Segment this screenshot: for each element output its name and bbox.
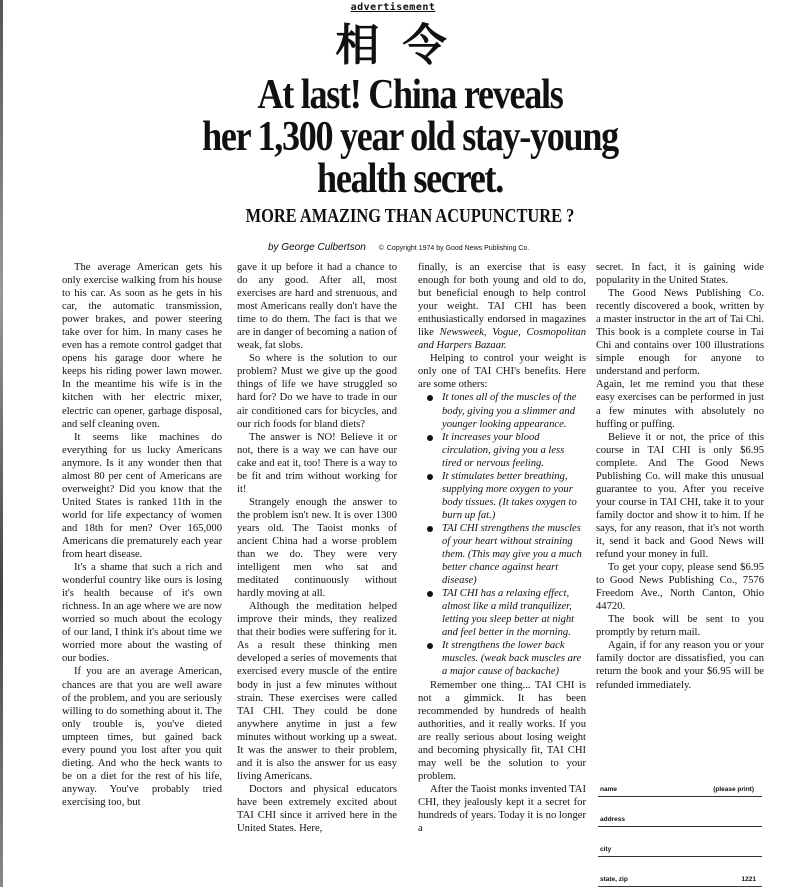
bullet-icon	[427, 643, 433, 649]
paragraph: Helping to control your weight is only one of TAI CHI's benefits. Here are some others:	[418, 353, 586, 391]
benefit-text: It tones all of the muscles of the body, giving you a slimmer and younger looking appearance.	[442, 392, 577, 430]
headline	[152, 74, 668, 200]
paragraph: The average American gets his only exercise walking from his house to his car. As soon as he gets in his car, the automatic transmission, power brakes, and power steering take over for him. In many cases he even has a remote control gadget that opens his garage door where he keeps his riding power lawn mower. In the meantime his wife is in the kitchen with her electric mixer, electric can opener, garbage disposal, and self cleaning oven.	[62, 262, 222, 430]
article-column-1	[62, 261, 222, 809]
article-column-4	[596, 261, 764, 692]
ad-code: 1221	[741, 876, 756, 883]
address-line[interactable]	[598, 797, 762, 827]
print-hint: (please print)	[713, 786, 754, 793]
copyright-mark: ©	[378, 245, 384, 252]
paragraph: It's a shame that such a rich and wonderful country like ours is losing it's health because of it's own richness. In an age where we are now worried so much about the ecology of our land, I think it's about time we worried more about the wasting of our bodies.	[62, 562, 222, 665]
name-label: name	[600, 786, 617, 793]
paragraph: gave it up before it had a chance to do any good. After all, most exercises are hard and strenuous, and most Americans really don't have the time to do them. The fact is that we are in danger of becoming a nation of weak, fat slobs.	[237, 262, 397, 352]
paragraph: The answer is NO! Believe it or not, there is a way we can have our cake and eat it, too! There is a way to be fit and trim without working for it!	[237, 431, 397, 495]
subheadline: MORE AMAZING THAN ACUPUNCTURE ?	[245, 205, 575, 227]
city-line[interactable]	[598, 827, 762, 857]
paragraph: Again, if for any reason you or your family doctor are dissatisfied, you can return the book and your $6.95 will be refunded immediately.	[596, 640, 764, 691]
benefit-text: It stimulates better breathing, supplying more oxygen to your body tissues. (It takes oxygen to burn up fat.)	[442, 470, 577, 521]
byline	[268, 241, 529, 255]
paragraph: Believe it or not, the price of this course in TAI CHI is only $6.95 complete. And The Good News Publishing Co. will make this unusual guarantee to you. After you receive your course in TAI CHI, take it to your family doctor and show it to him. If he says, for any reason, that it's not worth it, send it back and Good News will refund your money in full.	[596, 431, 764, 561]
benefit-text: It increases your blood circulation, giving you a less tired or nervous feeling.	[442, 431, 565, 469]
paragraph: secret. In fact, it is gaining wide popularity in the United States.	[596, 262, 764, 287]
paragraph: It seems like machines do everything for us lucky Americans anymore. Is it any wonder then that almost 80 per cent of Americans are overweight? Did you know that the United States is ranked 11th in the world for life expectancy of women and 18th for men? Over 165,000 Americans die prematurely each year from heart disease.	[62, 431, 222, 561]
paragraph: So where is the solution to our problem? Must we give up the good things of life we have struggled so hard for? Do we have to trade in our air conditioned cars for bicycles, and our rich foods for bland diets?	[237, 353, 397, 430]
headline-line-1: At last! China reveals	[257, 72, 563, 118]
benefits-list	[418, 391, 586, 678]
paragraph: Although the meditation helped improve their minds, they realized that their bodies were suffering for it. As a result these thinking men developed a series of movements that exercised every muscle of the entire body in just a few minutes without strain. These exercises were called TAI CHI. They could be done anywhere anytime in just a few minutes without working up a sweat. It was the answer to their problem, and it is also the answer for us easy living Americans.	[237, 601, 397, 782]
chinese-characters-title: 相 令	[335, 20, 451, 71]
list-item	[418, 587, 586, 639]
article-column-2	[237, 261, 397, 835]
state-zip-label: state, zip	[600, 876, 628, 883]
list-item	[418, 431, 586, 470]
bullet-icon	[427, 591, 433, 597]
bullet-icon	[427, 526, 433, 532]
order-form	[598, 767, 762, 887]
headline-line-3: health secret.	[317, 156, 503, 202]
bullet-icon	[427, 474, 433, 480]
paragraph: The book will be sent to you promptly by return mail.	[596, 614, 764, 639]
benefit-text: It strengthens the lower back muscles. (weak back muscles are a major cause of backache)	[442, 640, 582, 678]
headline-line-2: her 1,300 year old stay-young	[202, 114, 618, 160]
address-label: address	[600, 816, 625, 823]
paragraph: Remember one thing... TAI CHI is not a gimmick. It has been recommended by hundreds of health authorities, and it really works. If you are really serious about losing weight and becoming physically fit, TAI CHI may well be the solution to your problem.	[418, 679, 586, 782]
paragraph: After the Taoist monks invented TAI CHI, they jealously kept it a secret for hundreds of years. Today it is no longer a	[418, 783, 586, 835]
name-line[interactable]	[598, 767, 762, 797]
benefit-text: TAI CHI strengthens the muscles of your heart without straining them. (This may give you a much better chance against heart disease)	[442, 522, 582, 587]
copyright-notice	[379, 245, 530, 252]
bullet-icon	[427, 435, 433, 441]
list-item	[418, 470, 586, 522]
paragraph: If you are an average American, chances are that you are well aware of the problem, and you are seriously willing to do something about it. The only trouble is, you've dieted umpteen times, but gained back every pound you lost after you quit dieting. And who the heck wants to be on a diet for the rest of his life, anyway. You've probably tried exercising too, but	[62, 666, 222, 808]
article-column-3	[418, 261, 586, 835]
byline-author: by George Culbertson	[268, 242, 366, 253]
state-zip-line[interactable]	[598, 857, 762, 887]
paragraph: Again, let me remind you that these easy exercises can be performed in just a few minutes with absolutely no huffing or puffing.	[596, 379, 764, 430]
advertisement-label: advertisement	[350, 2, 436, 13]
bullet-icon	[427, 395, 433, 401]
magazine-names: Newsweek, Vogue, Cosmopolitan and Harpers Bazaar.	[418, 327, 586, 352]
paragraph	[418, 261, 586, 352]
paragraph: Doctors and physical educators have been extremely excited about TAI CHI since it arrived here in the United States. Here,	[237, 783, 397, 835]
endorsement-text: finally, is an exercise that is easy enough for both young and old to do, but beneficial enough to help control your weight. TAI CHI has been enthusiastically endorsed in magazines like	[418, 262, 586, 339]
list-item	[418, 639, 586, 678]
scan-edge	[0, 0, 3, 887]
list-item	[418, 522, 586, 587]
list-item	[418, 391, 586, 430]
paragraph: The Good News Publishing Co. recently discovered a book, written by a master instructor in the art of Tai Chi. This book is a complete course in Tai Chi and contains over 100 illustrations simple enough for anyone to understand and perform.	[596, 288, 764, 378]
benefit-text: TAI CHI has a relaxing effect, almost like a mild tranquilizer, letting you sleep better at night and feel better in the morning.	[442, 588, 575, 639]
city-label: city	[600, 846, 612, 853]
copyright-text: Copyright 1974 by Good News Publishing Co.	[386, 245, 530, 252]
paragraph: Strangely enough the answer to the problem isn't new. It is over 1300 years old. The Taoist monks of ancient China had a worse problem than we do. They were very intelligent men who sat and meditated continuously without hardly moving at all.	[237, 496, 397, 600]
paragraph: To get your copy, please send $6.95 to Good News Publishing Co., 7576 Freedom Ave., North Canton, Ohio 44720.	[596, 562, 764, 613]
